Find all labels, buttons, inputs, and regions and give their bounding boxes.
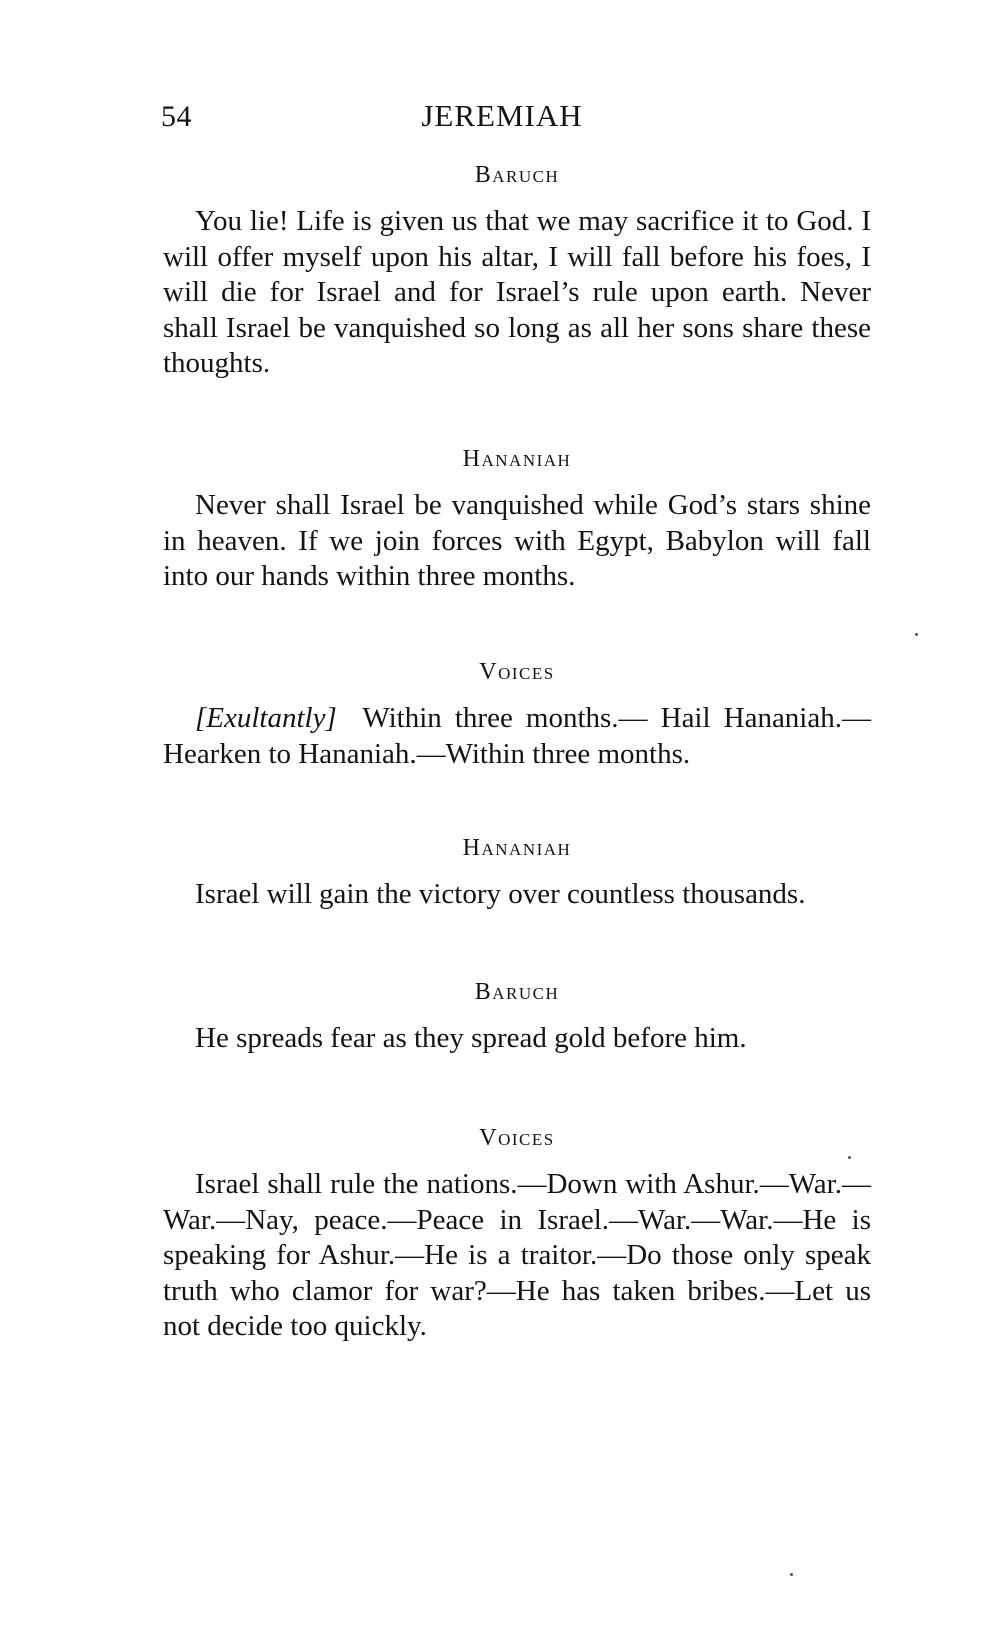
speech-block-baruch-2 [163,977,871,1057]
speech-text: You lie! Life is given us that we may sacrifice it to God. I will offer myself upon his altar, I will fall before his foes, I will die for Israel and for Israel’s rule upon earth. Never shall Israel be vanquished so long as all her sons share these thoughts. [163,205,871,379]
speech-text: Israel will gain the victory over countless thousands. [195,878,806,910]
speech-block-voices-2 [163,1123,871,1345]
speaker-name: Hananiah [462,446,572,472]
speck-mark [790,1573,793,1576]
stage-direction: [Exultantly] [195,702,337,734]
speech-body: Within three months.— Hail Hananiah.—Hearken to Hananiah.—Within three months. [163,702,871,770]
page-header [0,96,1004,140]
speaker-name: Hananiah [462,835,572,861]
speech-block-hananiah-2 [163,833,871,913]
speaker-name: Voices [479,659,555,685]
speck-mark [915,633,918,636]
speech-text [163,701,871,772]
speech-text: Never shall Israel be vanquished while God’s stars shine in heaven. If we join forces with Egypt, Babylon will fall into our hands within three months. [163,489,871,592]
speaker-name: Baruch [474,162,560,188]
speaker-name: Voices [479,1125,555,1151]
speck-mark [848,1156,851,1159]
page-number: 54 [161,100,192,133]
speech-text: Israel shall rule the nations.—Down with Ashur.—War.—War.—Nay, peace.—Peace in Israel.—War.—War.—He is speaking for Ashur.—He is a traitor.—Do those only speak truth who clamor for war?—He has taken bribes.—Let us not decide too quickly. [163,1168,871,1342]
running-title: JEREMIAH [421,98,583,133]
speech-block-hananiah-1 [163,444,871,595]
speech-block-voices-1 [163,657,871,772]
speaker-name: Baruch [474,979,560,1005]
speech-block-baruch-1 [163,160,871,382]
speech-text: He spreads fear as they spread gold before him. [195,1022,747,1054]
